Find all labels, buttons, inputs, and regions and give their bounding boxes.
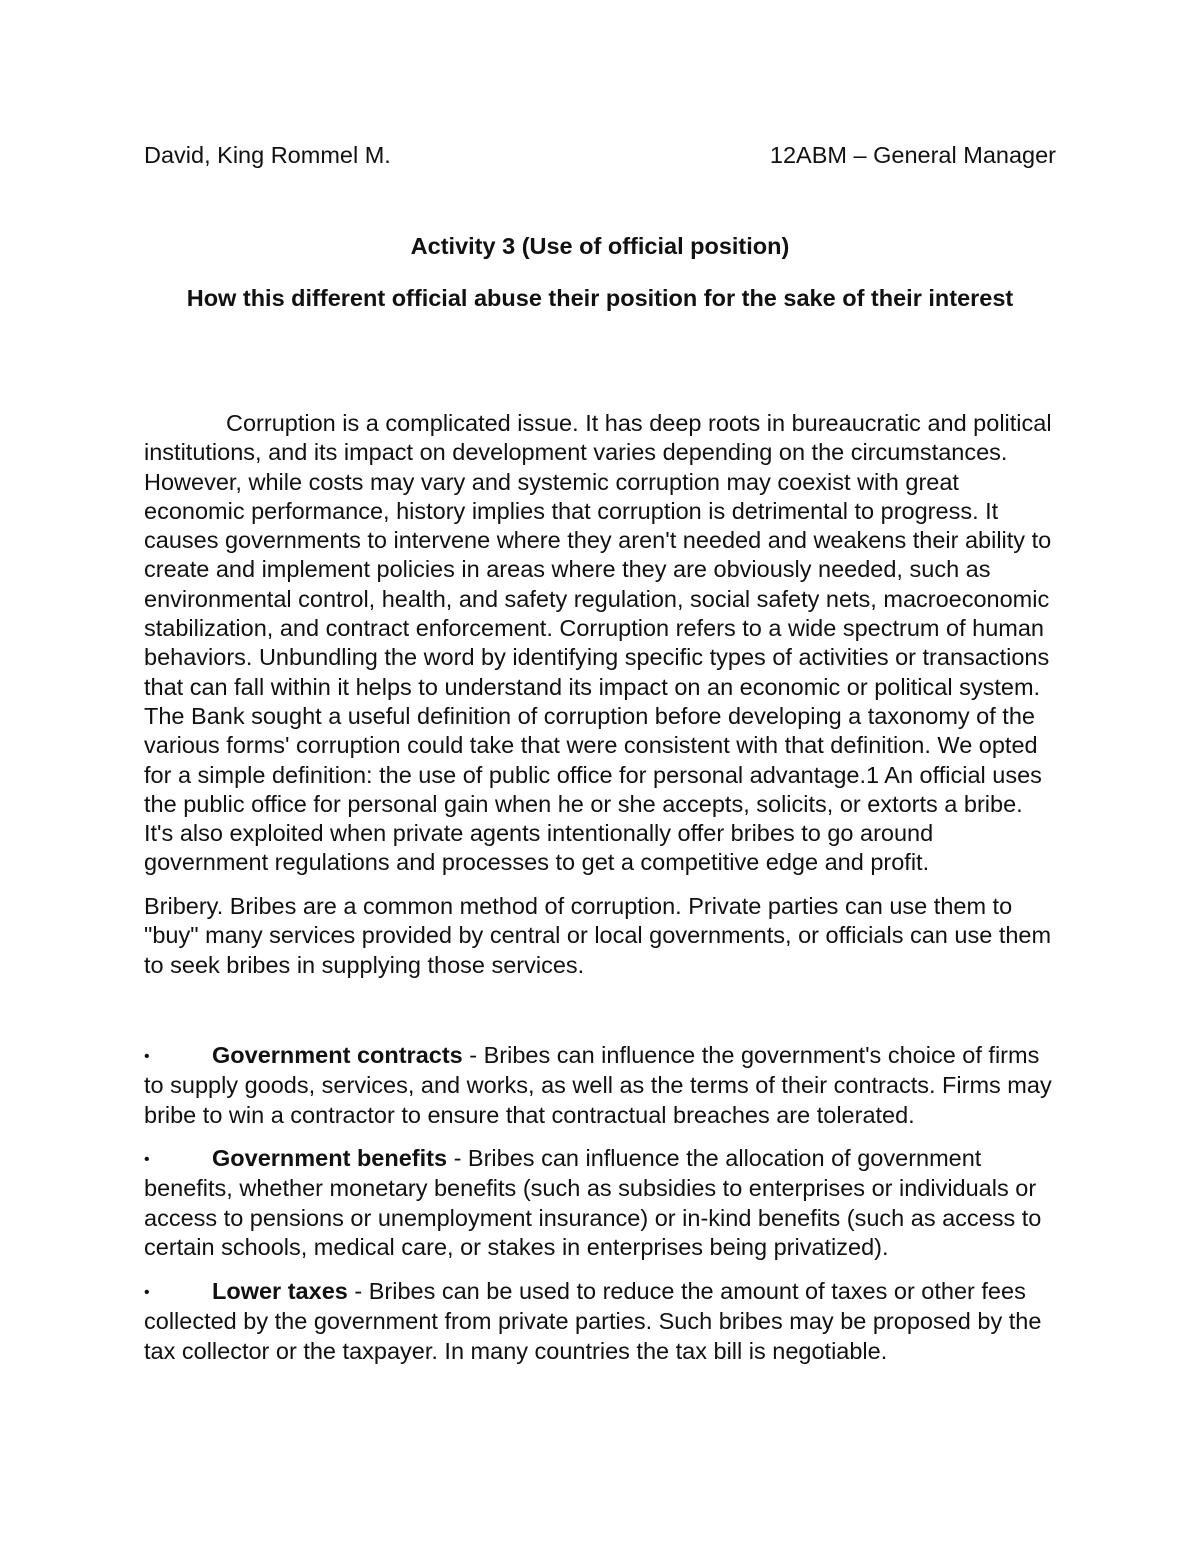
bullet-text: - Bribes can influence the government's choice of firms to supply goods, services, and works, as well as the terms of their contracts. Firms may bribe to win a contractor to ensure that contractual breaches are tolerated.	[144, 1042, 1052, 1128]
bullet-government-contracts	[144, 1041, 1054, 1130]
bullet-government-benefits	[144, 1144, 1054, 1262]
bullet-lower-taxes	[144, 1277, 1054, 1366]
activity-subtitle: How this different official abuse their position for the sake of their interest	[186, 285, 1014, 311]
activity-title: Activity 3 (Use of official position)	[410, 233, 790, 259]
document-header	[144, 140, 1056, 170]
class-section: 12ABM – General Manager	[769, 142, 1056, 168]
bullet-icon: •	[144, 1151, 150, 1168]
bullet-icon: •	[144, 1284, 150, 1301]
bribery-paragraph: Bribery. Bribes are a common method of corruption. Private parties can use them to "buy" many services provided by central or local governments, or officials can use them to seek bribes in supplying those services.	[144, 893, 1052, 978]
bullet-term: Government contracts	[212, 1042, 463, 1068]
bullet-text: - Bribes can influence the allocation of government benefits, whether monetary benefits (such as subsidies to enterprises or individuals or access to pensions or unemployment insurance) or in-kind benefits (such as access to certain schools, medical care, or stakes in enterprises being privatized).	[144, 1145, 1042, 1260]
bullet-term: Lower taxes	[212, 1278, 348, 1304]
author-name: David, King Rommel M.	[144, 142, 391, 168]
intro-paragraph: Corruption is a complicated issue. It has deep roots in bureaucratic and political institutions, and its impact on development varies depending on the circumstances. However, while costs may vary and systemic corruption may coexist with great economic performance, history implies that corruption is detrimental to progress. It causes governments to intervene where they aren't needed and weakens their ability to create and implement policies in areas where they are obviously needed, such as environmental control, health, and safety regulation, social safety nets, macroeconomic stabilization, and contract enforcement. Corruption refers to a wide spectrum of human behaviors. Unbundling the word by identifying specific types of activities or transactions that can fall within it helps to understand its impact on an economic or political system. The Bank sought a useful definition of corruption before developing a taxonomy of the various forms' corruption could take that were consistent with that definition. We opted for a simple definition: the use of public office for personal advantage.1 An official uses the public office for personal gain when he or she accepts, solicits, or extorts a bribe. It's also exploited when private agents intentionally offer bribes to go around government regulations and processes to get a competitive edge and profit.	[144, 410, 1052, 876]
bullet-term: Government benefits	[212, 1145, 448, 1171]
bullet-text: - Bribes can be used to reduce the amount of taxes or other fees collected by the government from private parties. Such bribes may be proposed by the tax collector or the taxpayer. In many countries the tax bill is negotiable.	[144, 1278, 1042, 1364]
bullet-icon: •	[144, 1048, 150, 1065]
